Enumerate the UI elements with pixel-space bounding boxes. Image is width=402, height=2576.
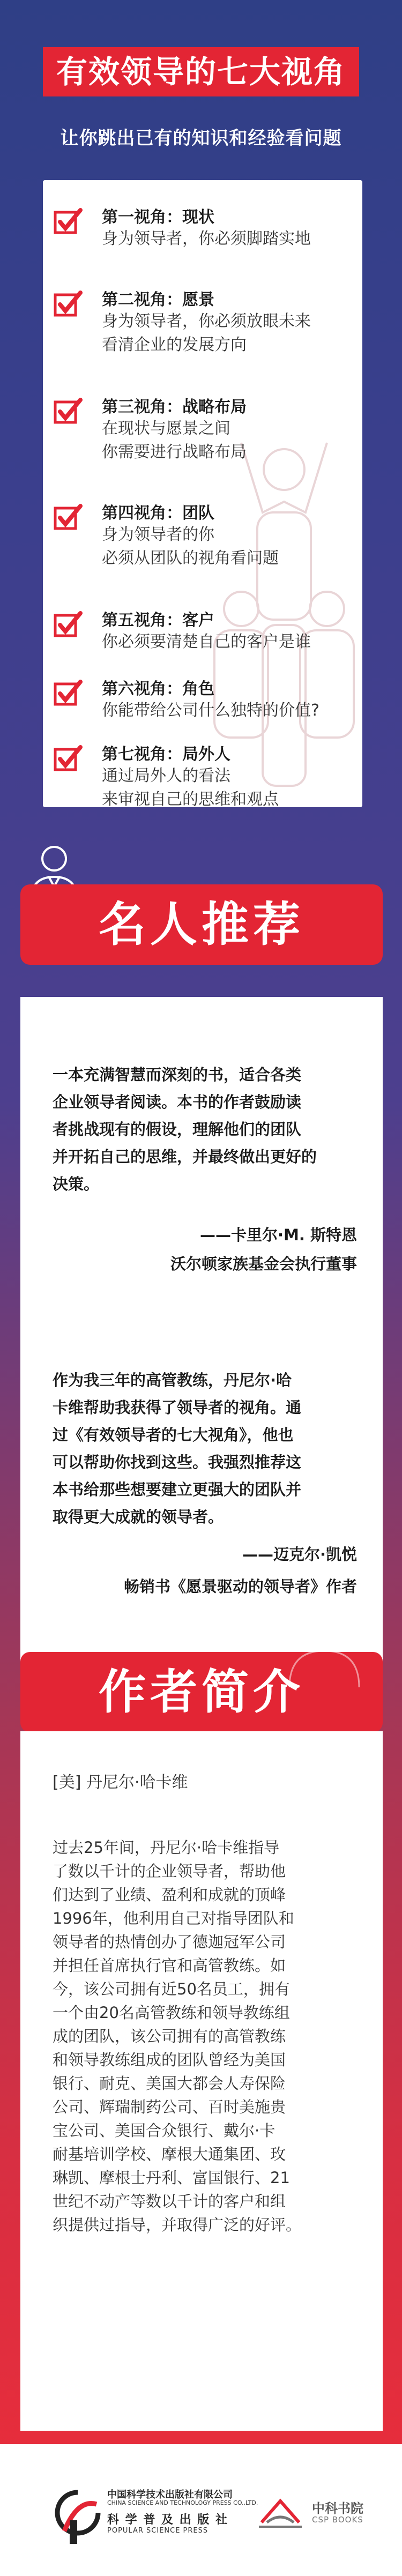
view-desc-line: 你必须要清楚自己的客户是谁: [102, 632, 311, 651]
view-desc-line: 你需要进行战略布局: [102, 443, 247, 461]
quote-line: 取得更大成就的领导者。: [53, 1508, 224, 1526]
bio-line: 织提供过指导，并取得广泛的好评。: [53, 2216, 302, 2234]
publisher-logo-icon: [54, 2488, 102, 2547]
bio-line: 和领导教练组成的团队曾经为美国: [53, 2051, 286, 2069]
view-desc-line: 来审视自己的思维和观点: [102, 790, 279, 807]
quote-line: 作为我三年的高管教练，丹尼尔·哈: [53, 1371, 292, 1389]
author-bio: [53, 1836, 363, 2237]
view-description: [102, 764, 279, 807]
quote-line: 一本充满智慧而深刻的书，适合各类: [53, 1066, 302, 1084]
view-desc-line: 必须从团队的视角看问题: [102, 549, 279, 568]
seven-views-card: [43, 180, 362, 807]
recommend-card: [20, 997, 383, 1662]
view-title: 第六视角：角色: [102, 680, 214, 698]
quote-2-author: ——迈克尔·凯悦: [242, 1545, 357, 1564]
checkbox-check-icon: [54, 207, 83, 236]
checkbox-check-icon: [54, 679, 83, 708]
recommend-section-banner: [20, 884, 383, 965]
view-description: [102, 417, 247, 464]
quote-1-author: ——卡里尔·M. 斯特恩: [200, 1226, 357, 1244]
person-outline-icon: [279, 1608, 370, 1688]
bio-line: 成的团队，该公司拥有的高管教练: [53, 2027, 286, 2045]
quote-1-author-title: 沃尔顿家族基金会执行董事: [170, 1255, 357, 1273]
checkbox-check-icon: [54, 610, 83, 639]
bio-line: 银行、耐克、美国大都会人寿保险: [53, 2074, 286, 2093]
bio-line: 世纪不动产等数以千计的客户和组: [53, 2192, 286, 2210]
publisher-name-en: CHINA SCIENCE AND TECHNOLOGY PRESS CO.,LTD.: [107, 2499, 258, 2506]
view-title: 第三视角：战略布局: [102, 398, 247, 416]
view-description: [102, 227, 311, 251]
bio-line: 们达到了业绩、盈利和成就的顶峰: [53, 1886, 286, 1904]
bio-line: 公司、辉瑞制药公司、百时美施贵: [53, 2098, 286, 2116]
view-title: 第一视角：现状: [102, 208, 214, 227]
page-subtitle: 让你跳出已有的知识和经验看问题: [60, 128, 342, 149]
publisher2-name-cn: 科 学 普 及 出 版 社: [107, 2513, 228, 2527]
page-title: 有效领导的七大视角: [56, 54, 346, 90]
recommend-section-title: 名人推荐: [98, 897, 304, 952]
view-desc-line: 身为领导者，你必须放眼未来: [102, 312, 311, 331]
view-desc-line: 身为领导者，你必须脚踏实地: [102, 229, 311, 248]
bio-line: 耐基培训学校、摩根大通集团、玫: [53, 2145, 286, 2163]
view-description: [102, 630, 311, 654]
view-description: [102, 310, 311, 357]
view-title: 第二视角：愿景: [102, 291, 214, 309]
quote-line: 者挑战现有的假设，理解他们的团队: [53, 1120, 302, 1138]
quote-line: 可以帮助你找到这些。我强烈推荐这: [53, 1453, 302, 1471]
bio-line: 领导者的热情创办了德迦冠军公司: [53, 1933, 286, 1951]
checkbox-check-icon: [54, 289, 83, 318]
bio-line: 过去25年间，丹尼尔·哈卡维指导: [53, 1838, 280, 1857]
bio-line: 并担任首席执行官和高管教练。如: [53, 1956, 286, 1975]
view-title: 第四视角：团队: [102, 504, 214, 523]
bio-line: 宝公司、美国合众银行、戴尔·卡: [53, 2121, 276, 2140]
view-desc-line: 通过局外人的看法: [102, 766, 230, 785]
csp-books-name-cn: 中科书院: [312, 2500, 363, 2516]
author-section-title: 作者简介: [98, 1664, 304, 1719]
recommend-quote-2: [53, 1367, 363, 1531]
view-title: 第七视角：局外人: [102, 745, 230, 764]
recommend-quote-1: [53, 1061, 363, 1198]
view-desc-line: 在现状与愿景之间: [102, 419, 230, 438]
bio-line: 1996年，他利用自己对指导团队和: [53, 1909, 294, 1927]
bio-line: 琳凯、摩根士丹利、富国银行、21: [53, 2169, 290, 2187]
view-desc-line: 你能带给公司什么独特的价值?: [102, 701, 319, 720]
quote-line: 并开拓自己的思维，并最终做出更好的: [53, 1148, 317, 1166]
quote-line: 决策。: [53, 1175, 100, 1193]
view-desc-line: 看清企业的发展方向: [102, 336, 247, 354]
author-name: [美] 丹尼尔·哈卡维: [53, 1773, 188, 1792]
bio-line: 今，该公司拥有近50名员工，拥有: [53, 1980, 290, 1998]
view-desc-line: 身为领导者的你: [102, 525, 214, 544]
quote-line: 本书给那些想要建立更强大的团队并: [53, 1480, 302, 1499]
quote-line: 过《有效领导者的七大视角》，他也: [53, 1426, 294, 1444]
quote-line: 卡维帮助我获得了领导者的视角。通: [53, 1398, 302, 1417]
bio-line: 一个由20名高管教练和领导教练组: [53, 2004, 290, 2022]
publisher2-name-en: POPULAR SCIENCE PRESS: [107, 2527, 209, 2535]
checkbox-check-icon: [54, 744, 83, 773]
page-title-box: [43, 47, 359, 96]
author-card: [20, 1731, 383, 2431]
checkbox-check-icon: [54, 397, 83, 426]
csp-books-name-en: CSP BOOKS: [312, 2515, 363, 2525]
view-title: 第五视角：客户: [102, 611, 214, 630]
checkbox-check-icon: [54, 503, 83, 532]
publisher-name-cn: 中国科学技术出版社有限公司: [107, 2489, 233, 2500]
quote-2-author-title: 畅销书《愿景驱动的领导者》作者: [123, 1577, 357, 1596]
quote-line: 企业领导者阅读。本书的作者鼓励读: [53, 1093, 302, 1111]
view-description: [102, 699, 319, 723]
view-description: [102, 523, 279, 570]
csp-books-logo-icon: [256, 2490, 304, 2530]
bio-line: 了数以千计的企业领导者，帮助他: [53, 1862, 286, 1880]
